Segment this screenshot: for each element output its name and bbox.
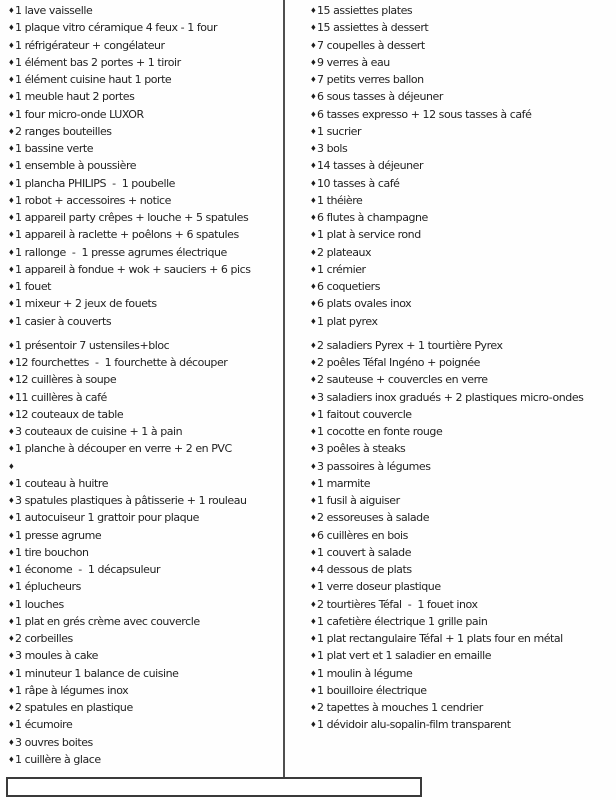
bullet-icon: ♦: [8, 92, 15, 102]
item-text: 6 tasses expresso + 12 sous tasses à café: [317, 107, 532, 121]
list-item: [310, 440, 614, 457]
bullet-icon: ♦: [310, 444, 317, 454]
bullet-icon: ♦: [310, 264, 317, 274]
item-text: 11 cuillères à café: [15, 390, 107, 404]
list-item: [310, 192, 614, 209]
list-item: [8, 106, 280, 123]
bullet-icon: ♦: [310, 530, 317, 540]
bullet-icon: ♦: [8, 358, 15, 367]
bullet-icon: ♦: [310, 195, 317, 205]
item-text: 9 verres à eau: [317, 55, 390, 69]
item-text: 1 cocotte en fonte rouge: [317, 425, 443, 438]
item-text: 3 saladiers inox gradués + 2 plastiques micro-ondes: [317, 390, 584, 404]
bullet-icon: ♦: [8, 57, 15, 67]
bullet-icon: ♦: [8, 685, 15, 695]
bullet-icon: ♦: [8, 461, 15, 471]
bullet-icon: ♦: [8, 126, 15, 136]
item-text: 1 plat pyrex: [317, 314, 378, 328]
list-item: [8, 647, 280, 664]
bullet-icon: ♦: [310, 340, 317, 350]
item-text: 4 dessous de plats: [317, 563, 412, 576]
item-text: 1 plat à service rond: [317, 228, 421, 242]
item-text: 1 crémier: [317, 262, 366, 276]
item-text: 6 sous tasses à déjeuner: [317, 90, 443, 104]
list-item: [310, 261, 614, 278]
list-item: [310, 88, 614, 105]
bullet-icon: ♦: [310, 703, 317, 712]
bullet-icon: ♦: [8, 513, 15, 523]
list-item: [310, 354, 614, 371]
item-group: [310, 2, 614, 330]
item-text: 1 presse agrume: [15, 528, 102, 542]
item-text: 1 réfrigérateur + congélateur: [15, 38, 165, 52]
list-item: [310, 423, 614, 440]
list-item: [310, 682, 614, 699]
list-item: [310, 389, 614, 406]
item-group: [8, 337, 280, 768]
list-item: [8, 337, 280, 354]
item-text: 1 cafetière électrique 1 grille pain: [317, 614, 488, 628]
bullet-icon: ♦: [310, 720, 317, 730]
list-item: [310, 492, 614, 509]
bullet-icon: ♦: [8, 444, 15, 454]
bullet-icon: ♦: [310, 616, 317, 626]
bullet-icon: ♦: [8, 195, 15, 205]
list-item: [310, 596, 614, 613]
bullet-icon: ♦: [310, 513, 317, 523]
bullet-icon: ♦: [310, 634, 317, 643]
item-text: 1 bouilloire électrique: [317, 683, 427, 697]
item-text: 3 couteaux de cuisine + 1 à pain: [15, 425, 183, 438]
bullet-icon: ♦: [8, 109, 15, 119]
bullet-icon: ♦: [8, 668, 15, 678]
list-item: [310, 544, 614, 561]
list-item: [8, 261, 280, 278]
bullet-icon: ♦: [310, 427, 317, 436]
bullet-icon: ♦: [8, 530, 15, 540]
list-item: [8, 209, 280, 226]
bullet-icon: ♦: [8, 6, 15, 15]
item-text: 1 faitout couvercle: [317, 407, 412, 421]
item-text: 1 appareil à fondue + wok + sauciers + 6 pics: [15, 262, 251, 276]
bullet-icon: ♦: [8, 247, 15, 257]
bullet-icon: ♦: [310, 23, 317, 33]
bullet-icon: ♦: [310, 213, 317, 222]
list-item: [310, 313, 614, 330]
item-text: 6 coquetiers: [317, 280, 380, 293]
bullet-icon: ♦: [310, 75, 317, 84]
item-text: 1 marmite: [317, 476, 371, 490]
bullet-icon: ♦: [8, 161, 15, 171]
bullet-icon: ♦: [310, 92, 317, 102]
bullet-icon: ♦: [8, 565, 15, 574]
bullet-icon: ♦: [8, 264, 15, 274]
list-item: [8, 71, 280, 88]
bullet-icon: ♦: [8, 651, 15, 661]
list-item: [310, 561, 614, 578]
list-item: [8, 389, 280, 406]
column-divider: [283, 0, 285, 778]
list-item: [310, 140, 614, 157]
item-text: 1 éplucheurs: [15, 580, 81, 594]
item-text: 2 saladiers Pyrex + 1 tourtière Pyrex: [317, 338, 503, 352]
bullet-icon: ♦: [8, 599, 15, 609]
list-item: [310, 458, 614, 475]
list-item: [8, 578, 280, 595]
item-text: 3 passoires à légumes: [317, 459, 431, 473]
list-item: [8, 440, 280, 457]
list-item: [8, 699, 280, 716]
bullet-icon: ♦: [8, 40, 15, 50]
item-text: 3 ouvres boites: [15, 735, 93, 749]
item-text: 1 lave vaisselle: [15, 4, 93, 17]
item-text: 10 tasses à café: [317, 176, 400, 190]
item-text: 1 râpe à légumes inox: [15, 683, 129, 697]
bullet-icon: ♦: [310, 478, 317, 488]
list-item: [310, 716, 614, 733]
item-text: 15 assiettes plates: [317, 4, 413, 17]
list-item: [310, 337, 614, 354]
item-text: 1 planche à découper en verre + 2 en PVC: [15, 442, 232, 456]
item-text: 15 assiettes à dessert: [317, 21, 429, 35]
list-item: [8, 751, 280, 768]
list-item: [310, 37, 614, 54]
bullet-icon: ♦: [8, 299, 15, 309]
bullet-icon: ♦: [8, 547, 15, 557]
list-item: [310, 406, 614, 423]
item-text: 1 élément bas 2 portes + 1 tiroir: [15, 55, 181, 69]
list-item: [8, 157, 280, 174]
list-item: [8, 544, 280, 561]
bullet-icon: ♦: [8, 375, 15, 385]
list-item: [8, 123, 280, 140]
bullet-icon: ♦: [310, 409, 317, 419]
bullet-icon: ♦: [310, 57, 317, 67]
list-item: [8, 492, 280, 509]
list-item: [310, 209, 614, 226]
bullet-icon: ♦: [8, 213, 15, 222]
bullet-icon: ♦: [310, 358, 317, 367]
item-text: 1 verre doseur plastique: [317, 580, 441, 594]
item-text: 1 élément cuisine haut 1 porte: [15, 73, 172, 86]
item-text: 1 autocuiseur 1 grattoir pour plaque: [15, 511, 199, 525]
list-item: [310, 123, 614, 140]
item-text: 1 plat rectangulaire Téfal + 1 plats four en métal: [317, 632, 563, 645]
item-text: 12 cuillères à soupe: [15, 373, 117, 387]
item-text: 1 plat en grés crème avec couvercle: [15, 614, 200, 628]
item-text: 2 plateaux: [317, 245, 372, 259]
item-text: 1 écumoire: [15, 718, 73, 732]
list-item: [8, 613, 280, 630]
bullet-icon: ♦: [8, 409, 15, 419]
item-text: 2 corbeilles: [15, 632, 73, 645]
list-item: [8, 371, 280, 388]
item-text: 1 sucrier: [317, 124, 362, 138]
bullet-icon: ♦: [310, 582, 317, 592]
item-text: 6 plats ovales inox: [317, 297, 412, 311]
list-item: [8, 54, 280, 71]
list-item: [8, 192, 280, 209]
list-item: [310, 665, 614, 682]
item-text: 14 tasses à déjeuner: [317, 159, 424, 173]
list-item: [310, 699, 614, 716]
bullet-icon: ♦: [310, 178, 317, 188]
bullet-icon: ♦: [8, 340, 15, 350]
item-text: 1 fusil à aiguiser: [317, 494, 400, 507]
bullet-icon: ♦: [8, 634, 15, 643]
list-item: [310, 106, 614, 123]
list-item: [8, 295, 280, 312]
list-item: [8, 716, 280, 733]
list-item: [8, 313, 280, 330]
list-item: [310, 630, 614, 647]
list-item: [8, 354, 280, 371]
bullet-icon: ♦: [310, 547, 317, 557]
bullet-icon: ♦: [310, 375, 317, 385]
list-item: [310, 371, 614, 388]
list-item: [8, 19, 280, 36]
bullet-icon: ♦: [8, 144, 15, 153]
item-text: 1 ensemble à poussière: [15, 159, 137, 173]
bullet-icon: ♦: [8, 754, 15, 764]
item-text: 2 ranges bouteilles: [15, 124, 112, 138]
item-text: 1 bassine verte: [15, 142, 94, 155]
bullet-icon: ♦: [310, 392, 317, 402]
item-text: 6 flutes à champagne: [317, 211, 428, 224]
list-item: [310, 71, 614, 88]
list-item: [8, 2, 280, 19]
bullet-icon: ♦: [8, 282, 15, 291]
item-text: 1 four micro-onde LUXOR: [15, 107, 144, 121]
list-item: [310, 613, 614, 630]
bullet-icon: ♦: [8, 230, 15, 240]
bullet-icon: ♦: [310, 316, 317, 326]
bullet-icon: ♦: [310, 282, 317, 291]
list-item: [310, 226, 614, 243]
list-item: [8, 630, 280, 647]
empty-signature-box: [6, 777, 422, 797]
item-text: 1 fouet: [15, 280, 51, 293]
item-text: 2 sauteuse + couvercles en verre: [317, 373, 488, 387]
list-item: [8, 527, 280, 544]
item-text: 1 appareil party crêpes + louche + 5 spatules: [15, 211, 249, 224]
list-item: [8, 37, 280, 54]
list-item: [8, 278, 280, 295]
item-text: 1 minuteur 1 balance de cuisine: [15, 666, 179, 680]
item-text: 1 couteau à huitre: [15, 476, 109, 490]
item-text: 12 couteaux de table: [15, 407, 124, 421]
list-item: [8, 140, 280, 157]
list-item: [8, 226, 280, 243]
list-item: [8, 406, 280, 423]
bullet-icon: ♦: [310, 109, 317, 119]
bullet-icon: ♦: [8, 178, 15, 188]
bullet-icon: ♦: [8, 75, 15, 84]
item-text: 1 casier à couverts: [15, 314, 112, 328]
bullet-icon: ♦: [310, 299, 317, 309]
item-text: 1 cuillère à glace: [15, 752, 101, 766]
item-text: 2 tapettes à mouches 1 cendrier: [317, 701, 483, 714]
list-item: [8, 509, 280, 526]
item-text: 1 théière: [317, 193, 363, 207]
list-item: [310, 278, 614, 295]
list-item: [310, 157, 614, 174]
list-item: [8, 175, 280, 192]
item-text: 1 plaque vitro céramique 4 feux - 1 four: [15, 21, 218, 35]
list-item: [310, 2, 614, 19]
bullet-icon: ♦: [8, 316, 15, 326]
bullet-icon: ♦: [310, 144, 317, 153]
list-item: [8, 423, 280, 440]
bullet-icon: ♦: [8, 478, 15, 488]
item-text: 1 présentoir 7 ustensiles+bloc: [15, 338, 170, 352]
bullet-icon: ♦: [8, 392, 15, 402]
item-text: 1 couvert à salade: [317, 545, 412, 559]
bullet-icon: ♦: [8, 582, 15, 592]
bullet-icon: ♦: [310, 230, 317, 240]
list-item: [8, 665, 280, 682]
list-item: [8, 88, 280, 105]
item-text: 3 poêles à steaks: [317, 442, 406, 456]
bullet-icon: ♦: [310, 247, 317, 257]
item-text: 1 plat vert et 1 saladier en emaille: [317, 649, 492, 663]
bullet-icon: ♦: [310, 461, 317, 471]
item-text: 2 spatules en plastique: [15, 701, 133, 714]
item-text: 1 tire bouchon: [15, 545, 89, 559]
bullet-icon: ♦: [310, 599, 317, 609]
item-text: 1 meuble haut 2 portes: [15, 90, 135, 104]
bullet-icon: ♦: [8, 616, 15, 626]
item-group: [8, 2, 280, 330]
list-item: [310, 475, 614, 492]
list-item: [8, 561, 280, 578]
list-item: [8, 682, 280, 699]
item-text: 1 robot + accessoires + notice: [15, 193, 171, 207]
item-text: 1 rallonge - 1 presse agrumes électrique: [15, 245, 227, 259]
list-item: [8, 458, 280, 475]
bullet-icon: ♦: [310, 40, 317, 50]
bullet-icon: ♦: [8, 737, 15, 747]
item-text: 1 appareil à raclette + poêlons + 6 spatules: [15, 228, 239, 242]
bullet-icon: ♦: [310, 6, 317, 15]
right-column: [310, 2, 614, 734]
item-text: 7 petits verres ballon: [317, 73, 424, 86]
bullet-icon: ♦: [8, 720, 15, 730]
list-item: [310, 175, 614, 192]
item-text: 12 fourchettes - 1 fourchette à découper: [15, 356, 228, 369]
bullet-icon: ♦: [310, 685, 317, 695]
left-column: [8, 2, 280, 768]
list-item: [310, 647, 614, 664]
item-text: 2 tourtières Téfal - 1 fouet inox: [317, 597, 478, 611]
item-text: 1 louches: [15, 597, 64, 611]
bullet-icon: ♦: [8, 703, 15, 712]
item-text: 3 bols: [317, 142, 348, 155]
bullet-icon: ♦: [8, 496, 15, 505]
list-item: [310, 244, 614, 261]
list-item: [8, 475, 280, 492]
item-text: 6 cuillères en bois: [317, 528, 408, 542]
bullet-icon: ♦: [310, 126, 317, 136]
list-item: [310, 54, 614, 71]
item-text: 3 spatules plastiques à pâtisserie + 1 rouleau: [15, 494, 247, 507]
item-text: 1 mixeur + 2 jeux de fouets: [15, 297, 157, 311]
bullet-icon: ♦: [8, 23, 15, 33]
item-text: 1 plancha PHILIPS - 1 poubelle: [15, 176, 176, 190]
list-item: [310, 19, 614, 36]
list-item: [8, 596, 280, 613]
item-text: 1 dévidoir alu-sopalin-film transparent: [317, 718, 511, 732]
list-item: [310, 527, 614, 544]
item-text: 1 moulin à légume: [317, 666, 413, 680]
list-item: [310, 295, 614, 312]
list-item: [310, 509, 614, 526]
bullet-icon: ♦: [310, 496, 317, 505]
item-text: 2 essoreuses à salade: [317, 511, 430, 525]
bullet-icon: ♦: [310, 668, 317, 678]
item-text: 2 poêles Téfal Ingéno + poignée: [317, 356, 480, 369]
list-item: [8, 244, 280, 261]
bullet-icon: ♦: [310, 161, 317, 171]
bullet-icon: ♦: [310, 651, 317, 661]
list-item: [310, 578, 614, 595]
item-text: 3 moules à cake: [15, 649, 98, 663]
item-text: 7 coupelles à dessert: [317, 38, 425, 52]
bullet-icon: ♦: [310, 565, 317, 574]
list-item: [8, 734, 280, 751]
item-text: 1 économe - 1 décapsuleur: [15, 563, 161, 576]
bullet-icon: ♦: [8, 427, 15, 436]
item-group: [310, 337, 614, 734]
